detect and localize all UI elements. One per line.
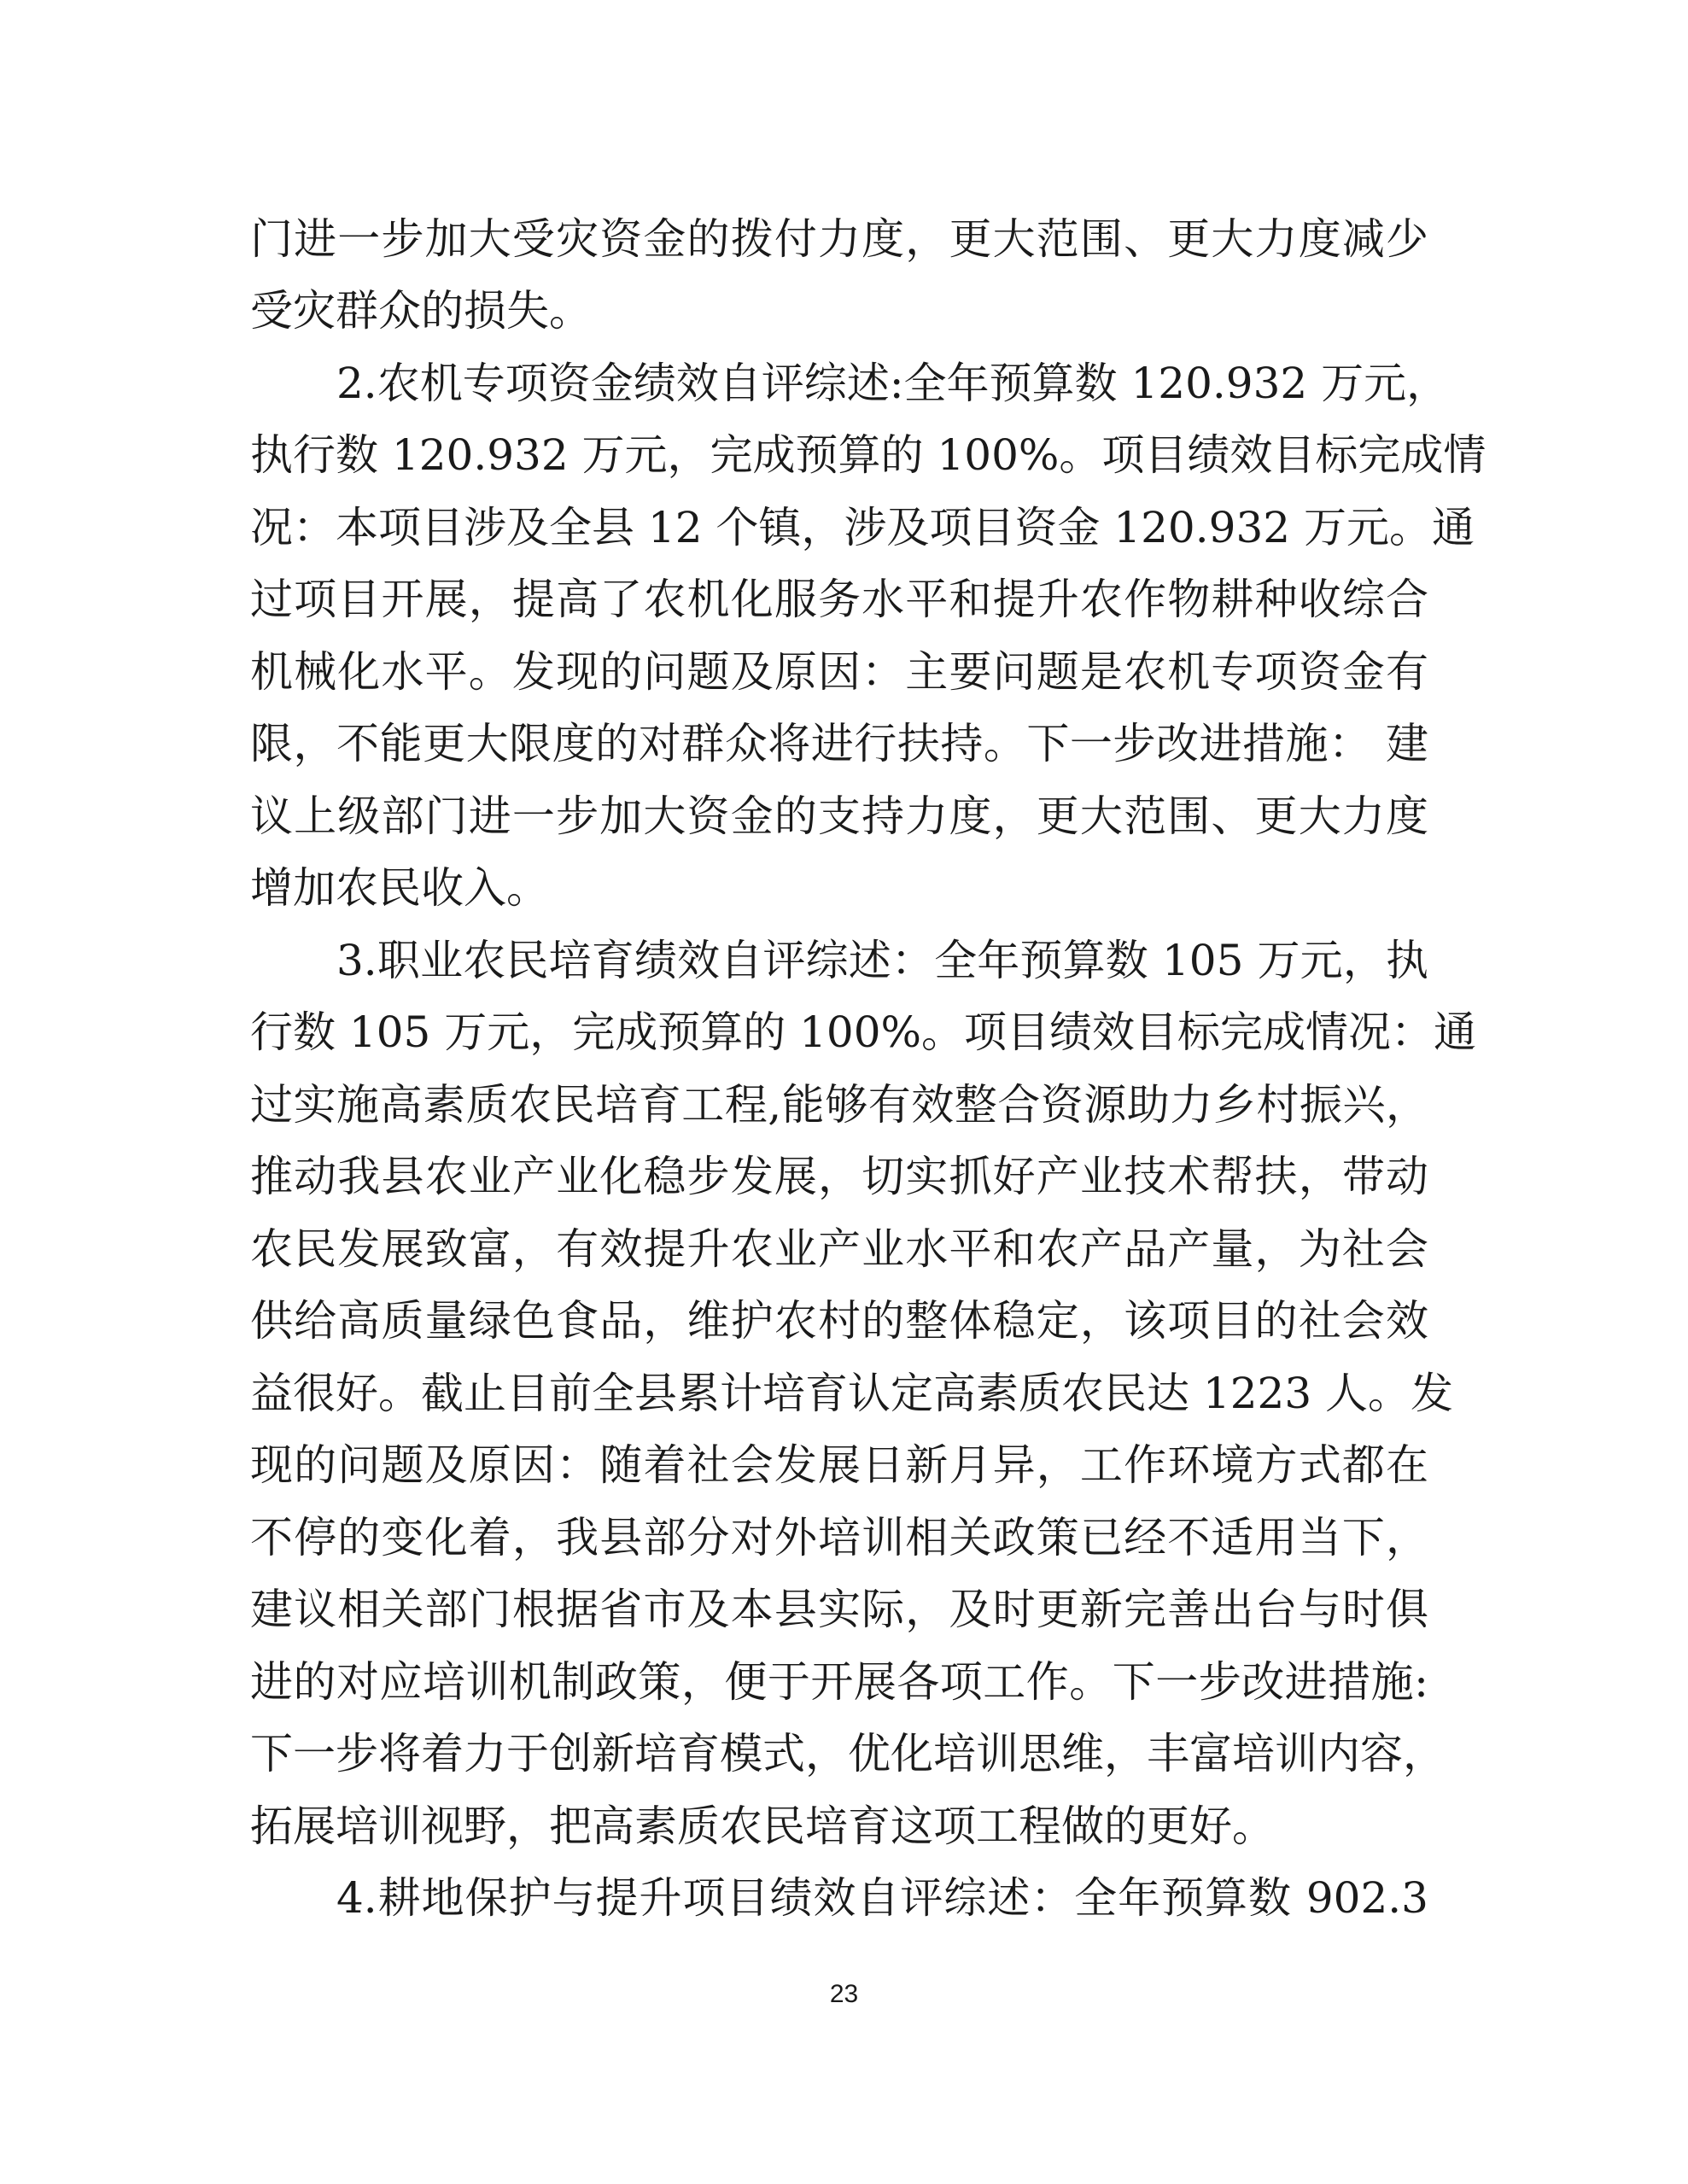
text-line: 不停的变化着，我县部分对外培训相关政策已经不适用当下，: [250, 1513, 1428, 1562]
text-line: 议上级部门进一步加大资金的支持力度，更大范围、更大力度: [250, 791, 1428, 841]
text-line: 推动我县农业产业化稳步发展，切实抓好产业技术帮扶，带动: [250, 1152, 1428, 1201]
text-line: 过实施高素质农民培育工程,能够有效整合资源助力乡村振兴，: [250, 1080, 1428, 1130]
text-line: 益很好。截止目前全县累计培育认定高素质农民达 1223 人。发: [250, 1369, 1454, 1418]
text-line: 现的问题及原因：随着社会发展日新月异，工作环境方式都在: [250, 1440, 1428, 1490]
text-line: 行数 105 万元，完成预算的 100%。项目绩效目标完成情况：通: [250, 1007, 1477, 1057]
text-line: 执行数 120.932 万元，完成预算的 100%。项目绩效目标完成情: [250, 430, 1486, 480]
text-line: 进的对应培训机制政策，便于开展各项工作。下一步改进措施:: [250, 1657, 1428, 1707]
text-line: 门进一步加大受灾资金的拨付力度，更大范围、更大力度减少: [250, 214, 1428, 264]
text-line: 限，不能更大限度的对群众将进行扶持。下一步改进措施： 建: [250, 719, 1428, 768]
text-line: 况：本项目涉及全县 12 个镇，涉及项目资金 120.932 万元。通: [250, 503, 1475, 552]
paragraph-3-start: 3.职业农民培育绩效自评综述：全年预算数 105 万元，执: [336, 936, 1428, 985]
text-line: 供给高质量绿色食品，维护农村的整体稳定，该项目的社会效: [250, 1296, 1428, 1346]
paragraph-4-start: 4.耕地保护与提升项目绩效自评综述：全年预算数 902.3: [336, 1873, 1428, 1923]
text-line: 拓展培训视野，把高素质农民培育这项工程做的更好。: [250, 1802, 1275, 1851]
text-line: 机械化水平。发现的问题及原因：主要问题是农机专项资金有: [250, 647, 1428, 697]
page-number: 23: [829, 1980, 859, 2008]
paragraph-2-start: 2.农机专项资金绩效自评综述:全年预算数 120.932 万元，: [336, 359, 1450, 408]
text-line: 过项目开展，提高了农机化服务水平和提升农作物耕种收综合: [250, 575, 1428, 624]
text-line: 受灾群众的损失。: [250, 286, 592, 336]
text-line: 农民发展致富，有效提升农业产业水平和农产品产量，为社会: [250, 1224, 1428, 1274]
text-line: 建议相关部门根据省市及本县实际，及时更新完善出台与时俱: [250, 1585, 1428, 1634]
text-line: 增加农民收入。: [250, 863, 549, 913]
text-line: 下一步将着力于创新培育模式，优化培训思维，丰富培训内容，: [250, 1729, 1446, 1778]
